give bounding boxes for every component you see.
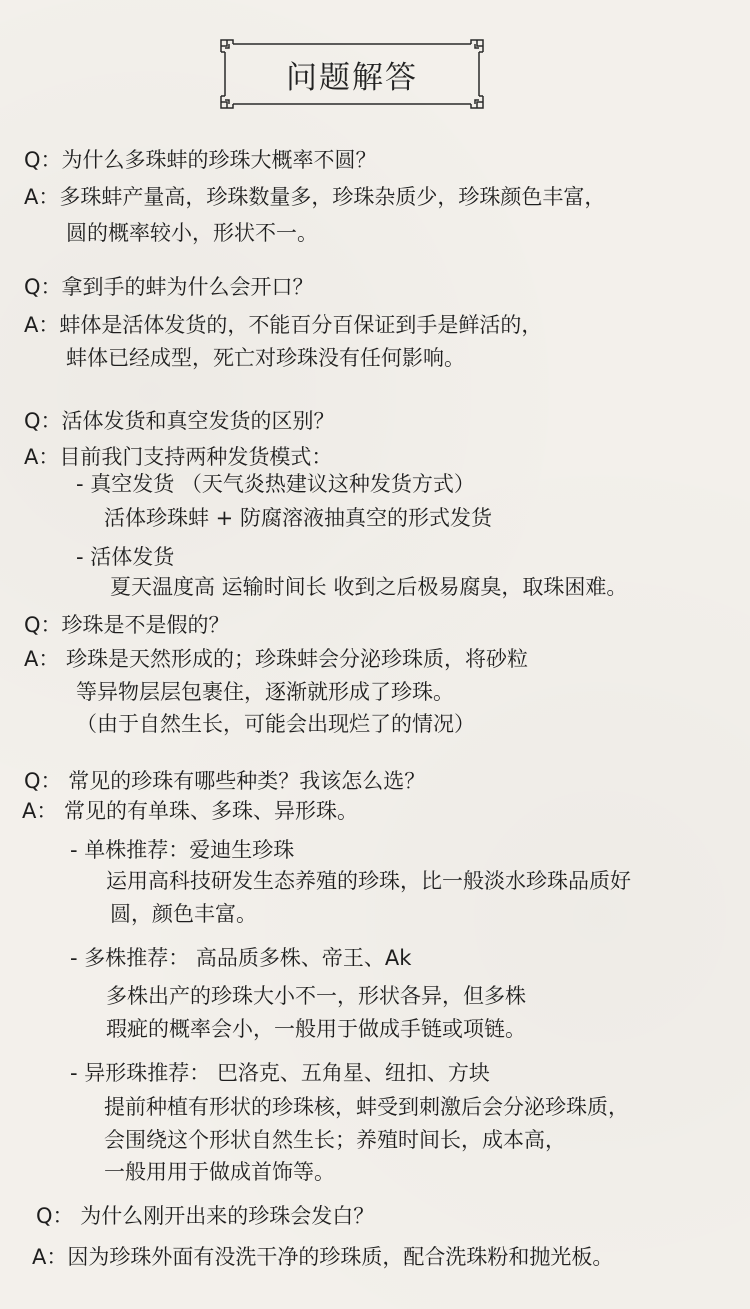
title-frame: [219, 38, 485, 110]
question-1: Q：为什么多珠蚌的珍珠大概率不圆？: [24, 148, 377, 172]
vacuum-desc: 活体珍珠蚌 + 防腐溶液抽真空的形式发货: [104, 506, 492, 530]
single-pearl-desc: 运用高科技研发生态养殖的珍珠，比一般淡水珍珠品质好: [106, 869, 631, 893]
shaped-pearl-rec: - 异形珠推荐： 巴洛克、五角星、纽扣、方块: [70, 1061, 490, 1085]
shaped-pearl-desc-3: 一般用用于做成首饰等。: [104, 1160, 335, 1184]
answer-4-note: （由于自然生长，可能会出现烂了的情况）: [76, 712, 475, 736]
answer-3: A：目前我门支持两种发货模式：: [24, 445, 333, 469]
single-pearl-rec: - 单株推荐：爱迪生珍珠: [70, 838, 295, 862]
question-3: Q：活体发货和真空发货的区别？: [24, 409, 335, 433]
answer-4: A： 珍珠是天然形成的；珍珠蚌会分泌珍珠质，将砂粒: [24, 647, 529, 671]
shaped-pearl-desc: 提前种植有形状的珍珠核，蚌受到刺激后会分泌珍珠质，: [104, 1095, 629, 1119]
question-2: Q：拿到手的蚌为什么会开口？: [24, 275, 314, 299]
answer-2: A：蚌体是活体发货的，不能百分百保证到手是鲜活的，: [24, 313, 543, 337]
question-4: Q：珍珠是不是假的？: [24, 613, 230, 637]
vacuum-option: - 真空发货 （天气炎热建议这种发货方式）: [76, 472, 475, 496]
answer-1-cont: 圆的概率较小，形状不一。: [66, 221, 318, 245]
single-pearl-desc-cont: 圆，颜色丰富。: [110, 902, 257, 926]
page-title: 问题解答: [286, 59, 418, 96]
answer-1: A：多珠蚌产量高，珍珠数量多，珍珠杂质少，珍珠颜色丰富，: [24, 185, 606, 209]
question-6: Q： 为什么刚开出来的珍珠会发白？: [36, 1204, 375, 1228]
answer-4-cont: 等异物层层包裹住，逐渐就形成了珍珠。: [76, 680, 454, 704]
question-5: Q： 常见的珍珠有哪些种类？我该怎么选？: [24, 769, 426, 793]
answer-5: A： 常见的有单珠、多珠、异形珠。: [22, 799, 359, 823]
multi-pearl-desc-cont: 瑕疵的概率会小，一般用于做成手链或项链。: [106, 1017, 526, 1041]
live-desc: 夏天温度高 运输时间长 收到之后极易腐臭，取珠困难。: [110, 575, 628, 599]
multi-pearl-rec: - 多株推荐： 高品质多株、帝王、Ak: [70, 946, 412, 970]
answer-2-cont: 蚌体已经成型，死亡对珍珠没有任何影响。: [66, 346, 465, 370]
live-option: - 活体发货: [76, 545, 175, 569]
multi-pearl-desc: 多株出产的珍珠大小不一，形状各异，但多株: [106, 984, 526, 1008]
shaped-pearl-desc-2: 会围绕这个形状自然生长；养殖时间长，成本高，: [104, 1128, 566, 1152]
answer-6: A：因为珍珠外面有没洗干净的珍珠质，配合洗珠粉和抛光板。: [32, 1245, 614, 1269]
